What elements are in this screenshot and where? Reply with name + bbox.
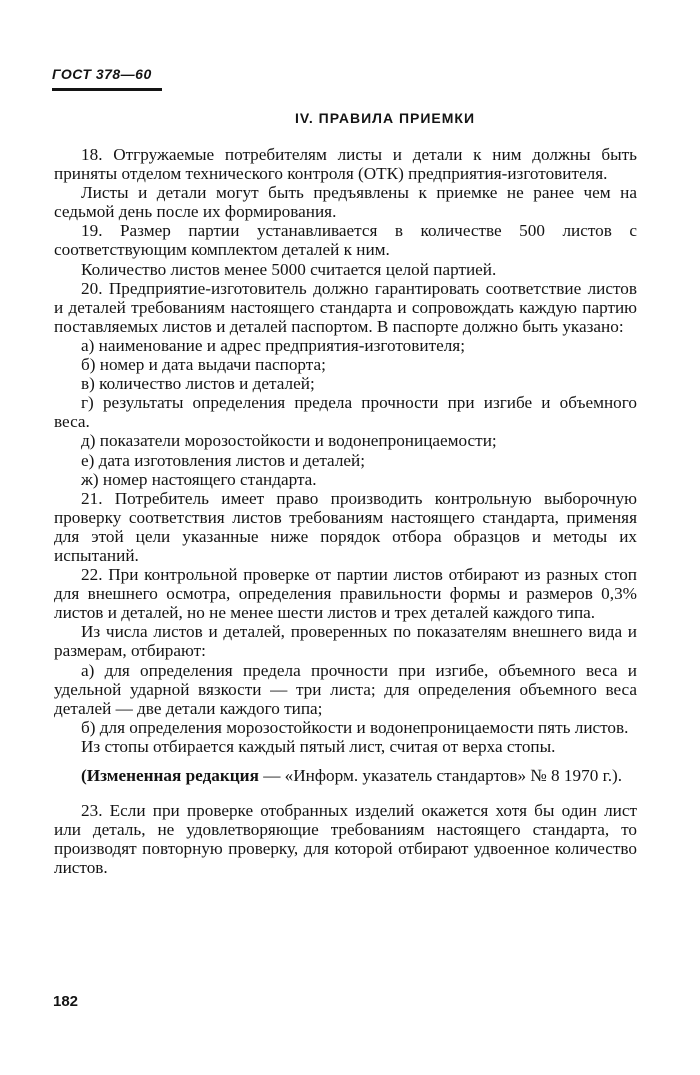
amendment-text: — «Информ. указатель стандартов» № 8 1970 г.). — [258, 766, 623, 785]
paragraph-20: 20. Предприятие-изготовитель должно гарантировать соответствие листов и деталей требованиям настоящего стандарта и сопровождать каждую партию поставляемых листов и деталей паспортом. В паспорте должно быть указано: — [54, 278, 637, 336]
paragraph-19: 19. Размер партии устанавливается в количестве 500 листов с соответствующим комплектом деталей к ним. — [54, 221, 637, 260]
selection-item-a: а) для определения предела прочности при изгибе, объемного веса и удельной ударной вязкости — три листа; для определения объемного веса деталей — две детали каждого типа; — [54, 660, 637, 718]
paragraph-23: 23. Если при проверке отобранных изделий окажется хотя бы один лист или деталь, не удовлетворяющие требованиям настоящего стандарта, то производят повторную проверку, для которой отбирают удвоенное количество листов. — [54, 801, 637, 878]
page-number: 182 — [53, 993, 79, 1010]
paragraph-18: 18. Отгружаемые потребителям листы и детали к ним должны быть приняты отделом технического контроля (ОТК) предприятия-изготовителя. — [54, 145, 637, 184]
body-text — [54, 145, 637, 877]
paragraph-19-batch: Количество листов менее 5000 считается целой партией. — [81, 259, 497, 279]
list-item-d: д) показатели морозостойкости и водонепроницаемости; — [81, 431, 497, 451]
standard-code-header: ГОСТ 378—60 — [52, 66, 152, 82]
paragraph-22-stack: Из стопы отбирается каждый пятый лист, считая от верха стопы. — [81, 736, 556, 756]
amendment-note — [54, 766, 637, 785]
list-item-zh: ж) номер настоящего стандарта. — [81, 469, 317, 489]
list-item-v: в) количество листов и деталей; — [81, 374, 315, 394]
list-item-a: а) наименование и адрес предприятия-изготовителя; — [81, 335, 465, 355]
list-item-g: г) результаты определения предела прочности при изгибе и объемного веса. — [54, 393, 637, 432]
amendment-lead: (Измененная редакция — [81, 766, 259, 785]
paragraph-22: 22. При контрольной проверке от партии листов отбирают из разных стоп для внешнего осмотра, определения правильности формы и размеров 0,3% листов и деталей, но не менее шести листов и трех деталей каждого типа. — [54, 565, 637, 623]
section-title: IV. ПРАВИЛА ПРИЕМКИ — [294, 110, 476, 126]
paragraph-18-submission: Листы и детали могут быть предъявлены к приемке не ранее чем на седьмой день после их формирования. — [54, 183, 637, 222]
selection-item-b: б) для определения морозостойкости и водонепроницаемости пять листов. — [81, 717, 629, 737]
list-item-e: е) дата изготовления листов и деталей; — [81, 450, 366, 470]
paragraph-22-selection: Из числа листов и деталей, проверенных по показателям внешнего вида и размерам, отбирают: — [54, 622, 637, 661]
header-rule — [52, 88, 162, 91]
paragraph-21: 21. Потребитель имеет право производить контрольную выборочную проверку соответствия листов требованиям настоящего стандарта, применяя для этой цели указанные ниже порядок отбора образцов и методы их испытаний. — [54, 488, 637, 565]
list-item-b: б) номер и дата выдачи паспорта; — [81, 355, 326, 375]
